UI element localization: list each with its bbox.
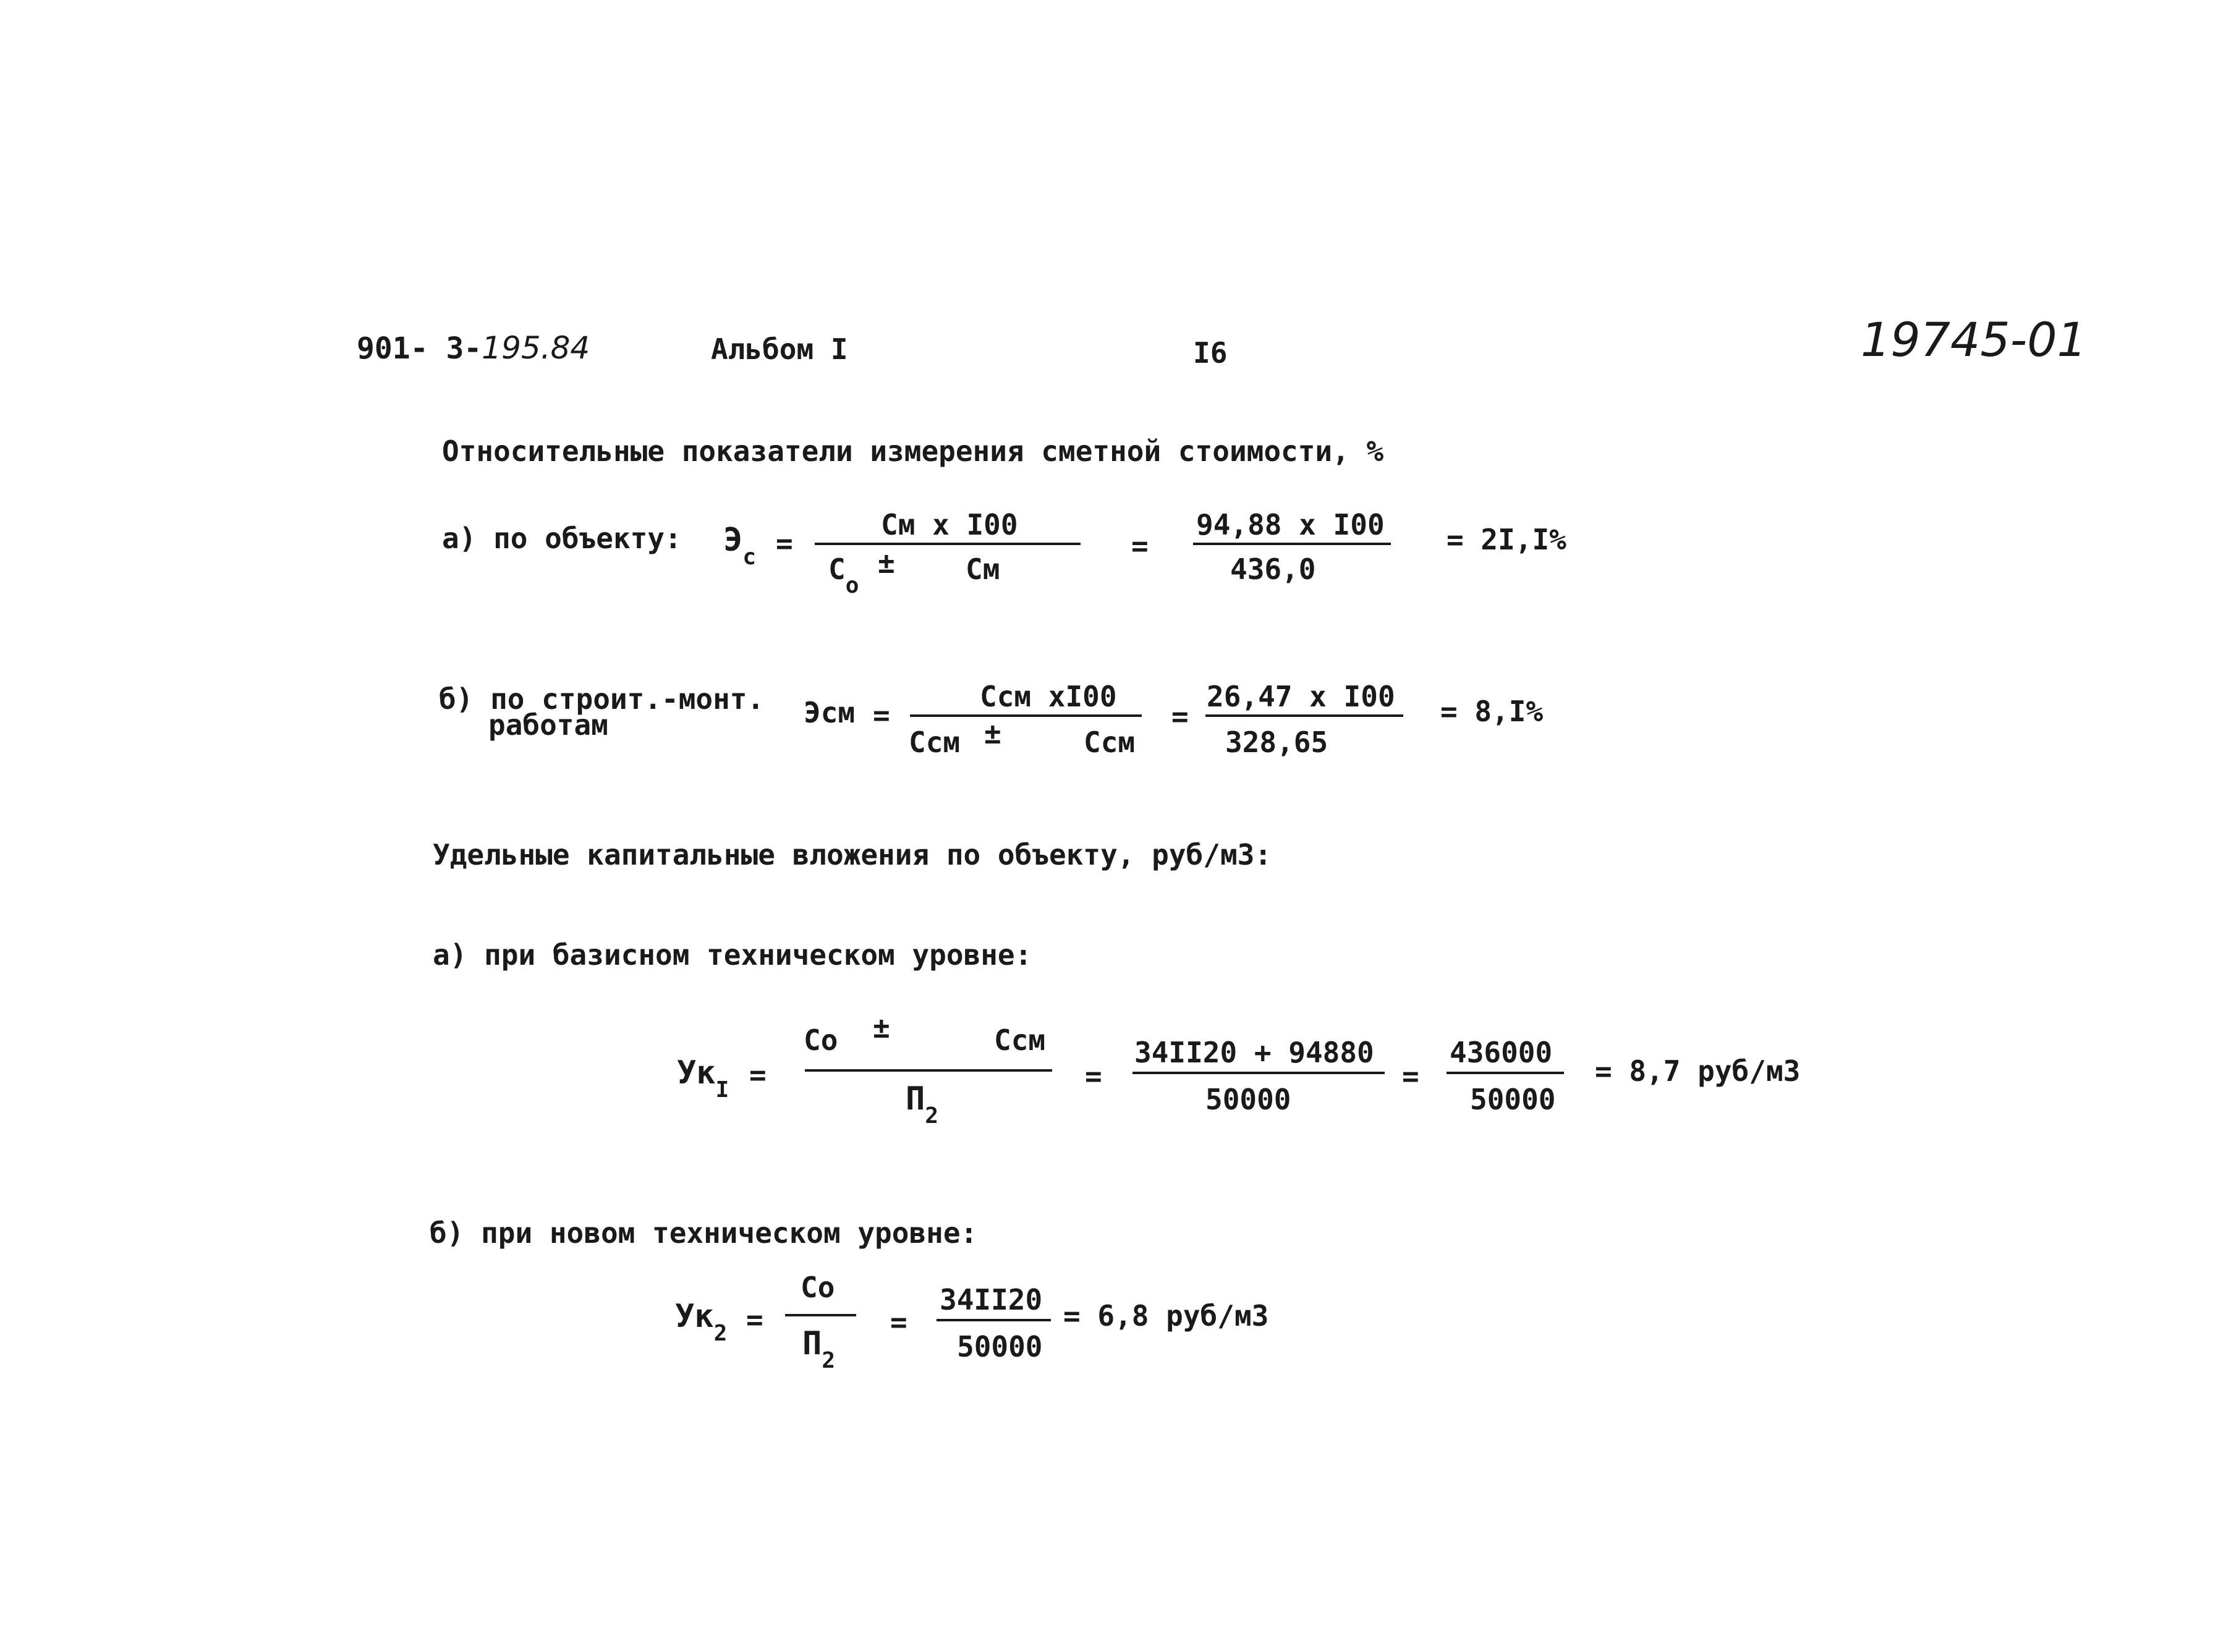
- item-b-label-line2: работам: [488, 708, 608, 742]
- section2-title: Удельные капитальные вложения по объекту, руб/м3:: [433, 838, 1272, 871]
- uk2-result: = 6,8 руб/м3: [1063, 1299, 1269, 1332]
- ec-eq2: =: [1131, 529, 1149, 562]
- uk1-values-numerator: 34II20 + 94880: [1134, 1036, 1374, 1069]
- uk1-fraction-bar: [805, 1069, 1052, 1072]
- uk2-den-sub: 2: [822, 1348, 835, 1373]
- uk2-eq2: =: [890, 1305, 907, 1339]
- uk1-symbol-main: Ук: [677, 1054, 716, 1091]
- ec-den-left: [828, 553, 859, 598]
- album-label: Альбом I: [711, 333, 848, 366]
- uk1-den-sub: 2: [925, 1103, 938, 1129]
- ec-numerator: См х I00: [881, 508, 1018, 541]
- uk1-values-denominator: 50000: [1205, 1083, 1291, 1116]
- uk2-values-numerator: 34II20: [940, 1283, 1043, 1316]
- uk2-eq1: =: [746, 1303, 763, 1336]
- ec-den-right: См: [966, 553, 1000, 586]
- page-number: I6: [1193, 336, 1228, 370]
- doc-code-print: 901- 3-: [357, 331, 482, 366]
- uk1-num-left: Со: [804, 1023, 838, 1057]
- ec-fraction-bar: [815, 543, 1081, 545]
- ec-numerator-values: 94,88 х I00: [1196, 508, 1385, 541]
- ecm-numerator: Ссм хI00: [980, 680, 1117, 713]
- ec-den-left-main: С: [828, 553, 846, 586]
- inventory-number: 19745-01: [1861, 312, 2087, 367]
- uk2-symbol: [675, 1298, 728, 1346]
- item-2b-label: б) при новом техническом уровне:: [430, 1216, 978, 1250]
- uk1-den-main: П: [906, 1080, 925, 1117]
- uk1-eq1: =: [749, 1058, 767, 1091]
- ecm-numerator-values: 26,47 х I00: [1207, 680, 1395, 713]
- ecm-denominator-value: 328,65: [1225, 726, 1328, 759]
- uk1-num-right: Ссм: [994, 1023, 1046, 1057]
- uk2-den-main: П: [802, 1325, 822, 1362]
- ec-values-bar: [1193, 543, 1391, 545]
- ecm-eq1: =: [873, 698, 890, 732]
- ecm-values-bar: [1205, 714, 1403, 717]
- ec-den-pm: ±: [878, 546, 895, 580]
- uk2-denominator: [802, 1325, 835, 1373]
- uk2-numerator: Со: [801, 1271, 835, 1304]
- uk2-symbol-sub: 2: [713, 1321, 728, 1346]
- uk1-eq3: =: [1402, 1059, 1419, 1093]
- doc-code-handwritten: 195.84: [482, 330, 590, 366]
- doc-code: [357, 330, 590, 366]
- uk1-denominator: [906, 1080, 938, 1129]
- item-2a-label: а) при базисном техническом уровне:: [433, 938, 1032, 972]
- item-b-label-line1: б) по строит.-монт.: [439, 682, 765, 716]
- uk2-symbol-main: Ук: [675, 1298, 714, 1335]
- ec-symbol-main: Э: [723, 522, 743, 559]
- ec-den-left-sub: о: [845, 573, 859, 598]
- uk1-eq2: =: [1085, 1059, 1102, 1093]
- ec-symbol-sub: с: [742, 544, 756, 570]
- uk1-sum-denominator: 50000: [1470, 1083, 1556, 1116]
- ecm-fraction-bar: [910, 714, 1142, 717]
- ec-result: = 2I,I%: [1447, 523, 1566, 556]
- uk1-sum-numerator: 436000: [1450, 1036, 1553, 1069]
- ecm-den-left: Ссм: [909, 726, 961, 759]
- ecm-symbol: Эсм: [804, 696, 856, 729]
- uk1-result: = 8,7 руб/м3: [1595, 1054, 1801, 1088]
- ec-denominator-value: 436,0: [1230, 553, 1316, 586]
- ecm-den-pm: ±: [984, 717, 1001, 750]
- uk2-values-denominator: 50000: [957, 1330, 1043, 1363]
- uk2-fraction-bar: [785, 1314, 856, 1316]
- ecm-result: = 8,I%: [1440, 695, 1544, 728]
- uk1-values-bar: [1132, 1072, 1385, 1074]
- ec-eq1: =: [776, 527, 793, 560]
- ec-symbol: [723, 522, 756, 570]
- uk1-symbol: [677, 1054, 729, 1103]
- uk1-sum-bar: [1447, 1072, 1564, 1074]
- uk1-num-pm: ±: [873, 1011, 890, 1044]
- uk2-values-bar: [937, 1319, 1051, 1321]
- ecm-eq2: =: [1171, 700, 1189, 733]
- item-a-label: а) по объекту:: [442, 522, 682, 555]
- ecm-den-right: Ссм: [1084, 726, 1136, 759]
- uk1-symbol-sub: I: [715, 1077, 729, 1103]
- section1-title: Относительные показатели измерения сметной стоимости, %: [442, 434, 1384, 468]
